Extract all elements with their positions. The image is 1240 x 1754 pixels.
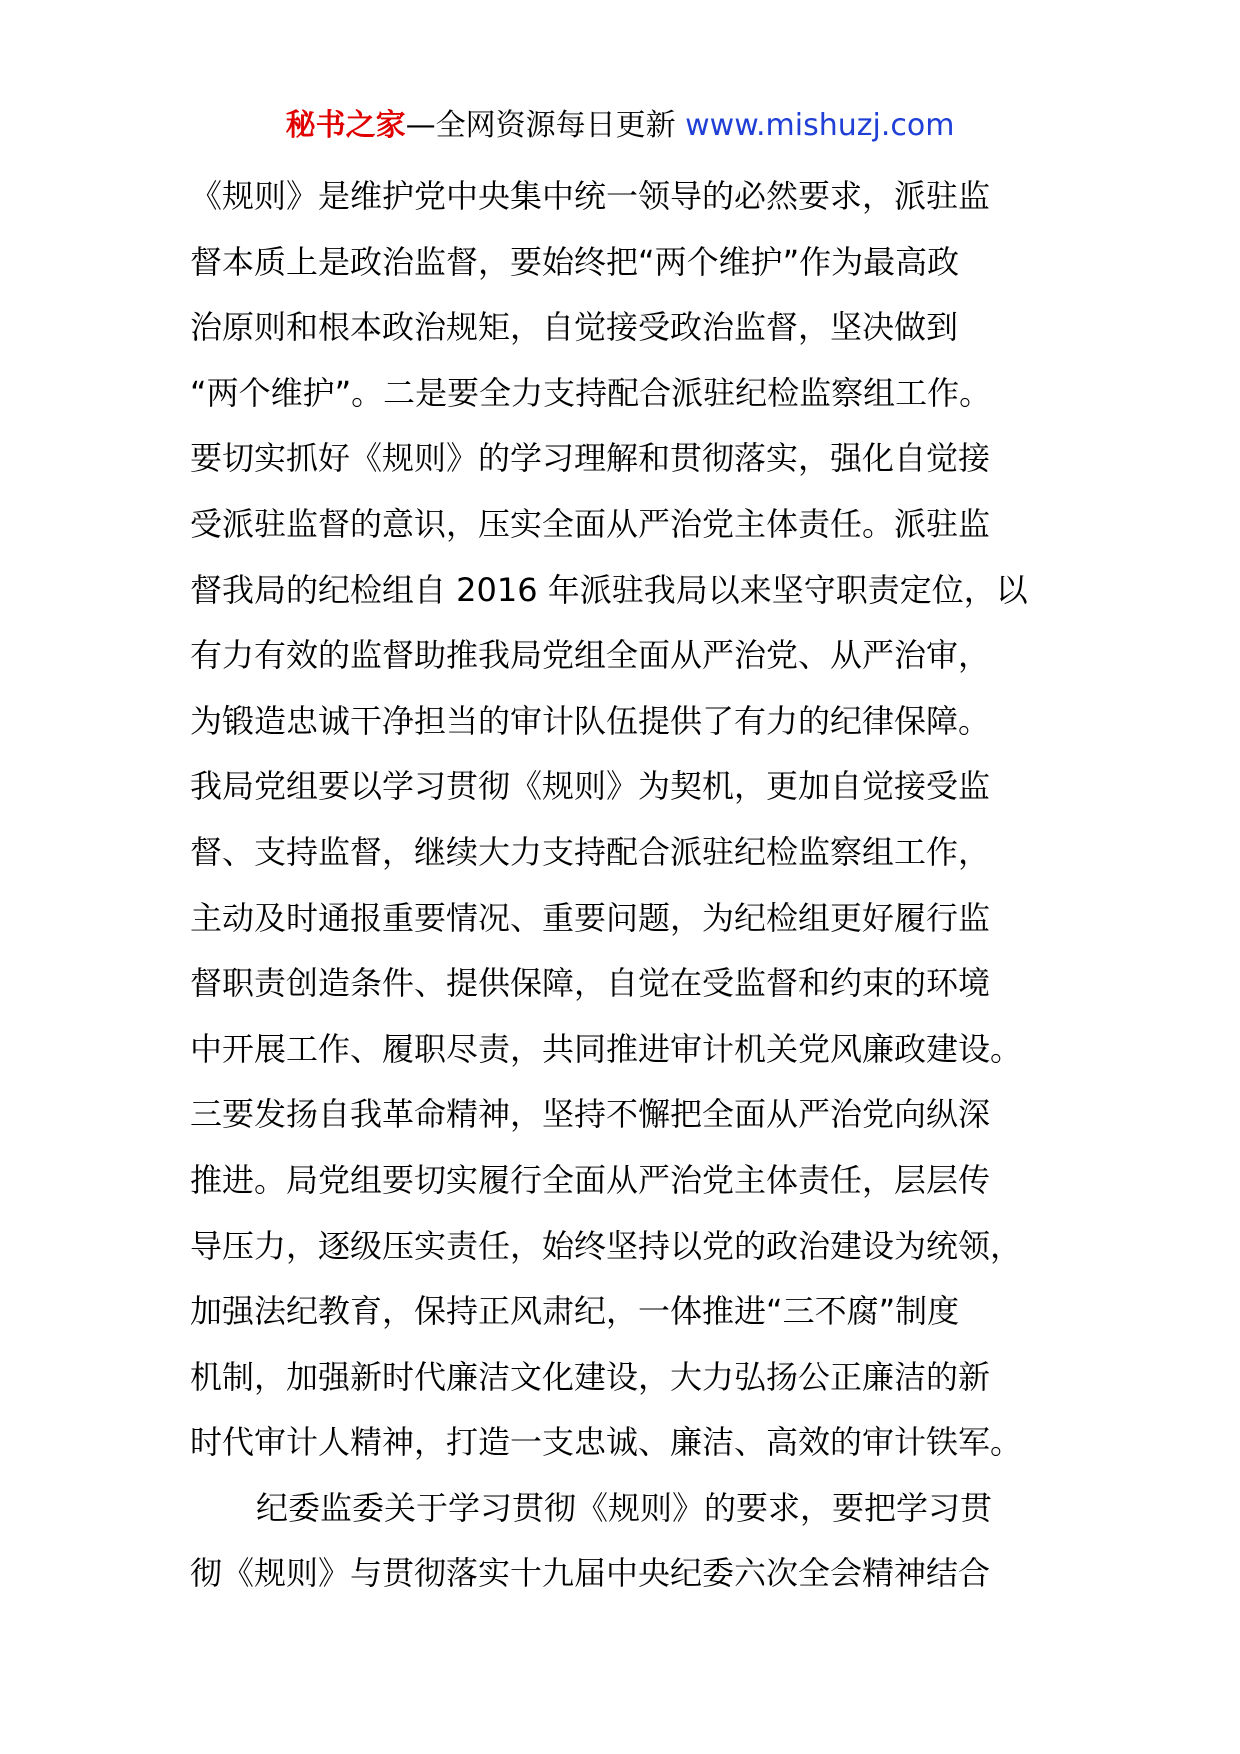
text-line: 机制，加强新时代廉洁文化建设，大力弘扬公正廉洁的新 [190,1357,991,1396]
text-line: 导压力，逐级压实责任，始终坚持以党的政治建设为统领， [190,1226,1023,1265]
text-line: 督、支持监督，继续大力支持配合派驻纪检监察组工作， [190,832,991,871]
text-line: 督职责创造条件、提供保障，自觉在受监督和约束的环境 [190,964,991,1003]
paragraph-start-line: 纪委监委关于学习贯彻《规则》的要求，要把学习贯 [256,1488,993,1527]
text-line: 我局党组要以学习贯彻《规则》为契机，更加自觉接受监 [190,767,991,806]
text-line: 为锻造忠诚干净担当的审计队伍提供了有力的纪律保障。 [190,701,991,740]
site-url: www.mishuzj.com [685,108,955,143]
text-line: 《规则》是维护党中央集中统一领导的必然要求，派驻监 [190,177,991,215]
text-line: 中开展工作、履职尽责，共同推进审计机关党风廉政建设。 [190,1029,1023,1068]
page-header [0,104,1240,148]
text-line: 受派驻监督的意识，压实全面从严治党主体责任。派驻监 [190,504,991,543]
text-line: 督我局的纪检组自 2016 年派驻我局以来坚守职责定位，以 [190,570,1028,609]
text-line: “两个维护”。二是要全力支持配合派驻纪检监察组工作。 [190,373,992,412]
header-tagline: —全网资源每日更新 [405,108,686,143]
text-line: 主动及时通报重要情况、重要问题，为纪检组更好履行监 [190,898,991,937]
document-body [190,164,1070,1607]
text-line: 三要发扬自我革命精神，坚持不懈把全面从严治党向纵深 [190,1095,991,1134]
text-line: 要切实抓好《规则》的学习理解和贯彻落实，强化自觉接 [190,439,991,478]
text-line: 时代审计人精神，打造一支忠诚、廉洁、高效的审计铁军。 [190,1423,1023,1462]
text-line: 加强法纪教育，保持正风肃纪，一体推进“三不腐”制度 [190,1292,960,1331]
text-line: 有力有效的监督助推我局党组全面从严治党、从严治审， [190,636,991,675]
text-line: 推进。局党组要切实履行全面从严治党主体责任，层层传 [190,1160,991,1199]
brand-name: 秘书之家 [285,108,406,143]
text-line: 彻《规则》与贯彻落实十九届中央纪委六次全会精神结合 [190,1554,991,1593]
text-line: 督本质上是政治监督，要始终把“两个维护”作为最高政 [190,242,960,281]
text-line: 治原则和根本政治规矩，自觉接受政治监督，坚决做到 [190,308,959,347]
